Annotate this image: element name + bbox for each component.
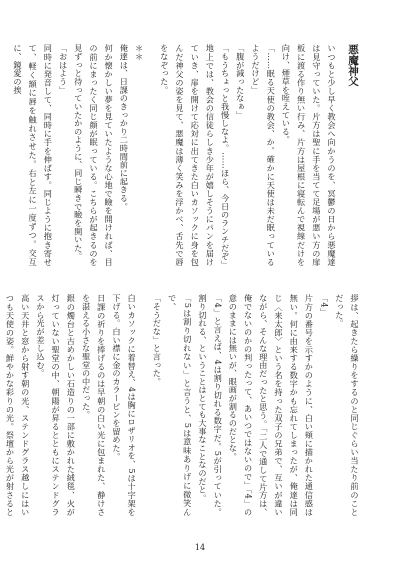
- bottom-text-block: [5, 294, 362, 516]
- page-number: 14: [194, 543, 206, 552]
- paragraph: 地上では、教会の信徒らしき少年が嬉しそうにパンを届けていき、扉を開けて応対に出てきた白いカソックに身を包んだ神父の姿を見て、悪魔は薄く笑みを浮かべ、舌先で唇をなぞった。: [159, 44, 216, 266]
- paragraph: 「そうだな」と言った。: [152, 294, 163, 386]
- paragraph: 何か懐かしい夢を見ていたような心地で瞼を開ければ、目の前にまったく同じ顔が眠っている。こちらが起きるのを見ずっと待っていたかのように、同じ瞬きで瞼を開いた。: [73, 44, 115, 266]
- paragraph-spacer: [139, 294, 149, 516]
- paragraph: 俺達は、日課のきっかり二時間前に起きる。: [119, 44, 130, 211]
- section-break: ＊＊: [134, 44, 145, 61]
- paragraph: 「4」: [319, 294, 330, 316]
- paragraph: 「4」と言えば、4は割り切れる数字だ。5が引っていた。割り切れる、ということはとても大事なことなのだと。: [197, 294, 224, 516]
- paragraph: 白いカソックに着替え、4は胸にロザリオを、5は十字架を下げる。白い襟に金のカラーピンを留めた。: [111, 294, 138, 516]
- paragraph: 「5は割り切れない」と言うと、5は意味ありげに微笑んで、: [167, 294, 193, 516]
- paragraph: 「おはよう」: [58, 44, 69, 94]
- paragraph: 拶は、起きたら繰りをするのと同じぐらい当たり前のことだった。: [334, 294, 360, 516]
- paragraph: 「腹が減ったなぁ」: [235, 44, 246, 119]
- paragraph: 同時に発音して、同時に手を伸ばす。同じように抱き寄せて、軽く額に唇を触れさせた。右と左に一度ずつ。交互に、鏡愛の挨: [12, 44, 54, 266]
- paragraph: いつもと少し早く教会へ向かうのを、冥鬱の日から悪魔達は見守っていた。片方は聖に手を当てて足場が悪い方の扉板に渡る作り無い行み、片方は屋根に寝転んで視線だけを向け、煙草を咥えている。: [281, 44, 337, 266]
- top-text-block: [12, 44, 362, 269]
- paragraph: 「もうちょっと我慢しなよ。……ほら、今日のランチだぞ」: [220, 44, 231, 269]
- paragraph: 「……眠る天使の教会、か。確かに天使は未だ眠っているようだけど」: [250, 44, 277, 266]
- paragraph: 銀の燭台と古めかしい石造りの一部に敷かれた絨毯、火が灯っていない聖堂の中、朝陽が昇るとともにステンドグラスから光が差し込む。: [35, 294, 77, 516]
- paragraph: 高い天井と窓から射す朝の光、ステンドグラス越しにはいつも天使の姿。鮮やかな彩りの光。祭壇から光が射さると: [5, 294, 31, 516]
- paragraph-spacer: [147, 44, 157, 266]
- paragraph: 片方の番号を示すかのように、白い頬に描かれた通信感は無い。何に由来する数字かも忘れてしまったが、俺達は同じ〈来太郎〉という名を持った双子の兄弟で、互いが違いながら、そんな理由だったと思う。「二人で通して片方は、俺でないのかの判ったって、あいつではないので」「4」の意のままには無いが、眼画が割るのだとな。: [228, 294, 315, 516]
- paragraph: 日課の祈りを捧げるのは早朝の白い光に包まれた、静けさを湛える小さな聖堂の中だった。: [81, 294, 107, 516]
- chapter-title: 悪魔神父: [347, 44, 359, 87]
